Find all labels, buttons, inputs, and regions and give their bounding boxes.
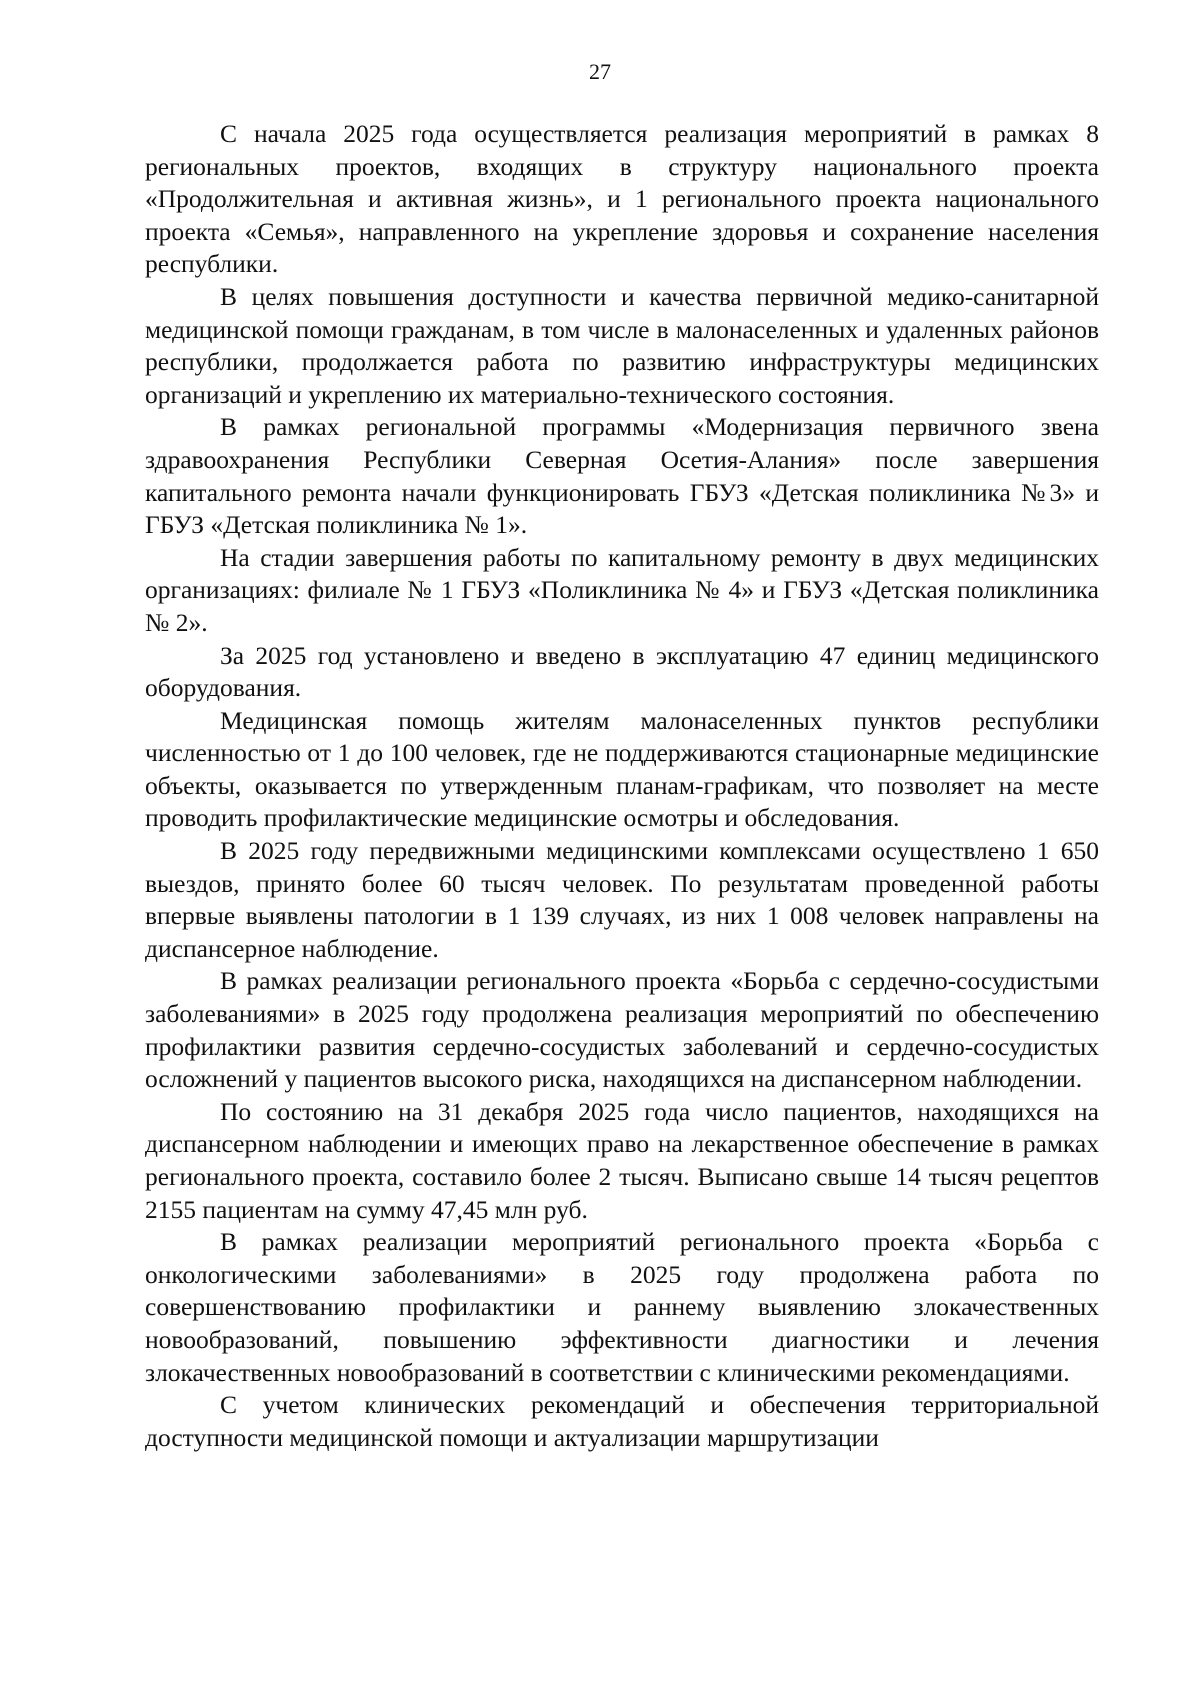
paragraph: Медицинская помощь жителям малонаселенных пунктов республики численностью от 1 до 100 человек, где не поддерживаются стационарные медицинские объекты, оказывается по утвержденным планам-графикам, что позволяет на месте проводить профилактические медицинские осмотры и обследования. [145, 705, 1099, 833]
paragraph: За 2025 год установлено и введено в эксплуатацию 47 единиц медицинского оборудования. [145, 640, 1099, 703]
paragraph: В 2025 году передвижными медицинскими комплексами осуществлено 1 650 выездов, принято более 60 тысяч человек. По результатам проведенной работы впервые выявлены патологии в 1 139 случаях, из них 1 008 человек направлены на диспансерное наблюдение. [145, 836, 1099, 963]
page-number: 27 [589, 59, 611, 84]
paragraph: С учетом клинических рекомендаций и обеспечения территориальной доступности медицинской помощи и актуализации маршрутизации [145, 1390, 1099, 1452]
paragraph: На стадии завершения работы по капитальному ремонту в двух медицинских организациях: филиале № 1 ГБУЗ «Поликлиника № 4» и ГБУЗ «Детская поликлиника № 2». [145, 542, 1099, 637]
paragraph: В целях повышения доступности и качества первичной медико-санитарной медицинской помощи гражданам, в том числе в малонаселенных и удаленных районов республики, продолжается работа по развитию инфраструктуры медицинских организаций и укреплению их материально-технического состояния. [145, 281, 1099, 409]
paragraph: В рамках реализации регионального проекта «Борьба с сердечно-сосудистыми заболеваниями» в 2025 году продолжена реализация мероприятий по обеспечению профилактики развития сердечно-сосудистых заболеваний и сердечно-сосудистых осложнений у пациентов высокого риска, находящихся на диспансерном наблюдении. [145, 966, 1099, 1094]
paragraph: По состоянию на 31 декабря 2025 года число пациентов, находящихся на диспансерном наблюдении и имеющих право на лекарственное обеспечение в рамках регионального проекта, составило более 2 тысяч. Выписано свыше 14 тысяч рецептов 2155 пациентам на сумму 47,45 млн руб. [145, 1096, 1099, 1224]
document-body [145, 118, 1099, 1454]
paragraph: С начала 2025 года осуществляется реализация мероприятий в рамках 8 региональных проектов, входящих в структуру национального проекта «Продолжительная и активная жизнь», и 1 регионального проекта национального проекта «Семья», направленного на укрепление здоровья и сохранение населения республики. [145, 119, 1099, 279]
paragraph: В рамках региональной программы «Модернизация первичного звена здравоохранения Республики Северная Осетия-Алания» после завершения капитального ремонта начали функционировать ГБУЗ «Детская поликлиника №3» и ГБУЗ «Детская поликлиника № 1». [145, 412, 1099, 540]
paragraph: В рамках реализации мероприятий регионального проекта «Борьба с онкологическими заболеваниями» в 2025 году продолжена работа по совершенствованию профилактики и раннему выявлению злокачественных новообразований, повышению эффективности диагностики и лечения злокачественных новообразований в соответствии с клиническими рекомендациями. [145, 1227, 1099, 1387]
